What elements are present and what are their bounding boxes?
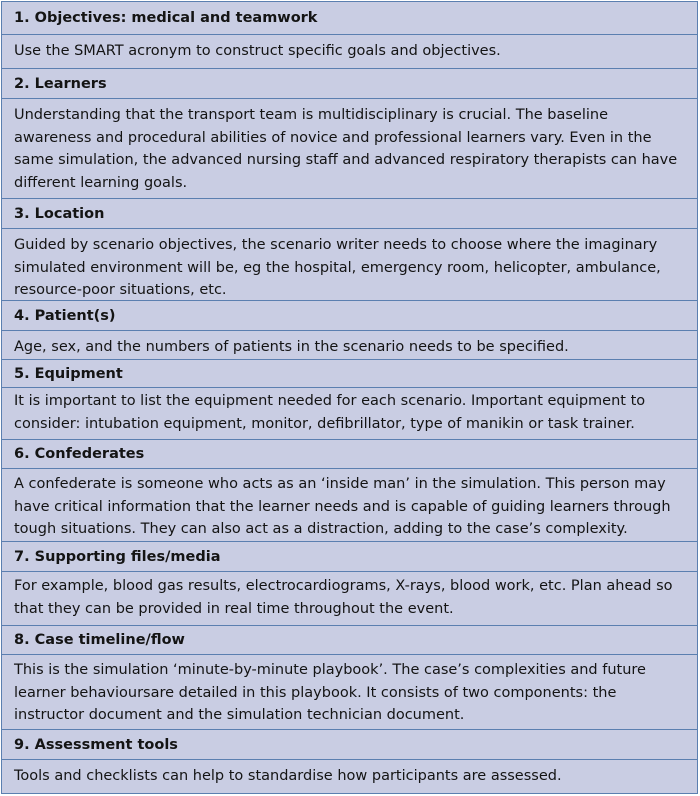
section-body-assessment-tools: Tools and checklists can help to standardise how participants are assessed.: [2, 759, 697, 792]
section-heading-equipment: 5. Equipment: [2, 359, 697, 387]
info-table: [1, 1, 698, 794]
section-body-location: Guided by scenario objectives, the scenario writer needs to choose where the imaginary simulated environment will be, eg the hospital, emergency room, helicopter, ambulance, resource-poor situations, etc.: [2, 228, 697, 300]
section-body-objectives: Use the SMART acronym to construct specific goals and objectives.: [2, 34, 697, 68]
section-heading-learners: 2. Learners: [2, 68, 697, 98]
section-body-supporting-files: For example, blood gas results, electrocardiograms, X-rays, blood work, etc. Plan ahead so that they can be provided in real time throughout the event.: [2, 571, 697, 625]
section-heading-patients: 4. Patient(s): [2, 300, 697, 330]
section-body-patients: Age, sex, and the numbers of patients in the scenario needs to be specified.: [2, 330, 697, 359]
section-body-equipment: It is important to list the equipment needed for each scenario. Important equipment to consider: intubation equipment, monitor, defibrillator, type of manikin or task trainer.: [2, 387, 697, 439]
section-body-case-timeline: This is the simulation ‘minute-by-minute playbook’. The case’s complexities and future learner behavioursare detailed in this playbook. It consists of two components: the instructor document and the simulation technician document.: [2, 654, 697, 729]
section-heading-supporting-files: 7. Supporting files/media: [2, 541, 697, 571]
section-body-confederates: A confederate is someone who acts as an ‘inside man’ in the simulation. This person may have critical information that the learner needs and is capable of guiding learners through tough situations. They can also act as a distraction, adding to the case’s complexity.: [2, 468, 697, 541]
section-heading-case-timeline: 8. Case timeline/flow: [2, 625, 697, 654]
section-heading-objectives: 1. Objectives: medical and teamwork: [14, 10, 318, 26]
section-heading-assessment-tools: 9. Assessment tools: [2, 729, 697, 759]
section-heading-confederates: 6. Confederates: [2, 439, 697, 468]
section-heading-location: 3. Location: [2, 198, 697, 228]
section-body-learners: Understanding that the transport team is multidisciplinary is crucial. The baseline awareness and procedural abilities of novice and professional learners vary. Even in the same simulation, the advanced nursing staff and advanced respiratory therapists can have different learning goals.: [2, 98, 697, 198]
